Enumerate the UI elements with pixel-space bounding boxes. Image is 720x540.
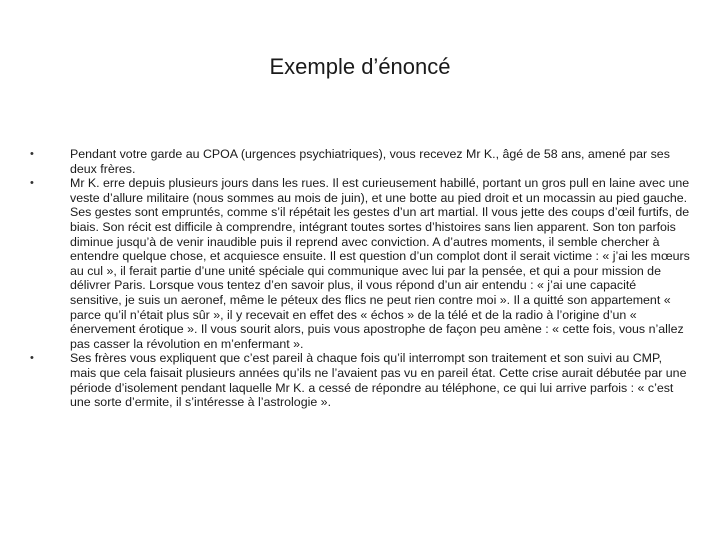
bullet-icon: • — [30, 177, 34, 190]
bullet-icon: • — [30, 352, 34, 365]
list-item — [30, 351, 690, 409]
bullet-list — [30, 147, 690, 410]
bullet-text: Mr K. erre depuis plusieurs jours dans les rues. Il est curieusement habillé, portant un gros pull en laine avec une veste d’allure militaire (nous sommes au mois de juin), et une botte au pied droit et un mocassin au pied gauche. Ses gestes sont empruntés, comme s’il répétait les gestes d’un art martial. Il vous jette des coups d’œil furtifs, de biais. Son récit est difficile à comprendre, intégrant toutes sortes d’histoires sans lien apparent. Son ton parfois diminue jusqu’à de venir inaudible puis il reprend avec conviction. A d’autres moments, il semble chercher à entendre quelque chose, et acquiesce ensuite. Il est question d’un complot dont il serait victime : « j’ai les mœurs au cul », il ferait partie d’une unité spéciale qui communique avec lui par la pensée, et qui a pour mission de délivrer Paris. Lorsque vous tentez d’en savoir plus, il vous répond d’un air entendu : « j’ai une capacité sensitive, je suis un aeronef, même le péteux des flics ne peut rien contre moi ». Il a quitté son appartement « parce qu’il n’était plus sûr », il y recevait en effet des « échos » de la télé et de la radio à l’origine d’un « énervement érotique ». Il vous sourit alors, puis vous apostrophe de façon peu amène : « cette fois, vous n’allez pas casser la révolution en m’enfermant ». — [70, 176, 690, 351]
bullet-icon: • — [30, 148, 34, 160]
bullet-text: Ses frères vous expliquent que c’est pareil à chaque fois qu’il interrompt son traitement et son suivi au CMP, mais que cela faisait plusieurs années qu’ils ne l’avaient pas vu en pareil état. Cette crise aurait débutée par une période d’isolement pendant laquelle Mr K. a cessé de répondre au téléphone, ce qui lui arrive parfois : « c’est une sorte d’ermite, il s’intéresse à l’astrologie ». — [70, 351, 687, 410]
bullet-text: Pendant votre garde au CPOA (urgences psychiatriques), vous recevez Mr K., âgé de 58 ans, amené par ses deux frères. — [70, 147, 670, 176]
list-item — [30, 176, 690, 351]
list-item — [30, 147, 690, 176]
page-title: Exemple d’énoncé — [269, 54, 451, 79]
